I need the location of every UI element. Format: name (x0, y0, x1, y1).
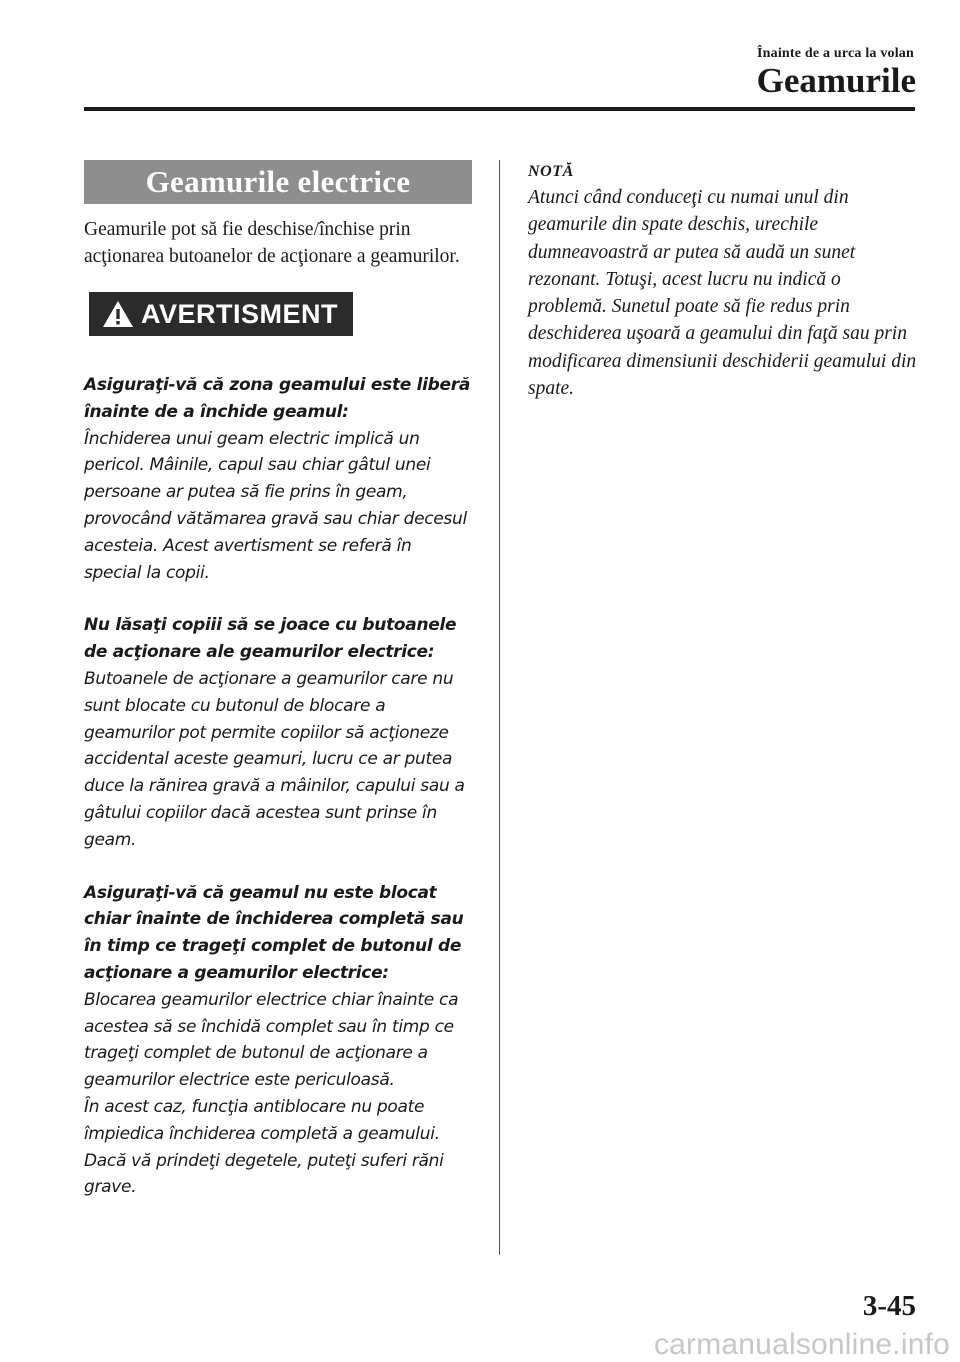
header-rule (84, 107, 915, 111)
warning-items (84, 372, 472, 1201)
warning-item-body: Blocarea geamurilor electrice chiar înainte ca acestea să se închidă complet sau în timp ce trageţi complet de butonul de acţionare a geamurilor electrice este periculoasă. (84, 989, 459, 1091)
page-header-title: Geamurile (756, 61, 916, 100)
page-number: 3-45 (862, 1290, 916, 1322)
warning-item (84, 372, 472, 586)
warning-item-body: Închiderea unui geam electric implică un pericol. Mâinile, capul sau chiar gâtul unei persoane ar putea să fie prins în geam, provocând vătămarea gravă sau chiar decesul acesteia. Acest avertisment se referă în special la copii. (84, 428, 467, 583)
warning-item (84, 612, 472, 853)
section-title-bar: Geamurile electrice (84, 160, 472, 204)
warning-item-lead: Asiguraţi-vă că geamul nu este blocat chiar înainte de închiderea completă sau în timp ce trageţi complet de butonul de acţionare a geamurilor electrice: (84, 882, 464, 983)
note-title: NOTĂ (528, 163, 574, 180)
chapter-subtitle: Înainte de a urca la volan (756, 46, 914, 61)
right-column (528, 160, 918, 402)
column-divider (499, 160, 500, 1255)
warning-triangle-icon (101, 299, 135, 329)
warning-item-body-extra: În acest caz, funcţia antiblocare nu poate împiedica închiderea completă a geamului. Dacă vă prindeţi degetele, puteţi suferi răni grave. (84, 1096, 444, 1198)
warning-item-lead: Asiguraţi-vă că zona geamului este liberă înainte de a închide geamul: (84, 375, 471, 422)
warning-item-lead: Nu lăsaţi copiii să se joace cu butoanele de acţionare ale geamurilor electrice: (84, 615, 457, 663)
note-body: Atunci când conduceţi cu numai unul din geamurile din spate deschis, urechile dumneavoastră ar putea să audă un sunet rezonant. Totuşi, acest lucru nu indică o problemă. Sunetul poate să fie redus prin deschiderea uşoară a geamului din faţă sau prin modificarea dimensiunii deschiderii geamului din spate. (528, 187, 917, 400)
warning-item (84, 880, 472, 1202)
warning-box (89, 292, 353, 336)
warning-item-body: Butoanele de acţionare a geamurilor care nu sunt blocate cu butonul de blocare a geamurilor pot permite copiilor să acţioneze accidental aceste geamuri, lucru ce ar putea duce la rănirea gravă a mâinilor, capului sau a gâtului copiilor dacă acestea sunt prinse în geam. (84, 668, 465, 850)
watermark: carmanualsonline.info (653, 1328, 950, 1361)
section-intro: Geamurile pot să fie deschise/închise prin acţionarea butoanelor de acţionare a geamurilor. (84, 219, 460, 267)
left-column (84, 160, 472, 1201)
warning-label: AVERTISMENT (141, 298, 339, 329)
